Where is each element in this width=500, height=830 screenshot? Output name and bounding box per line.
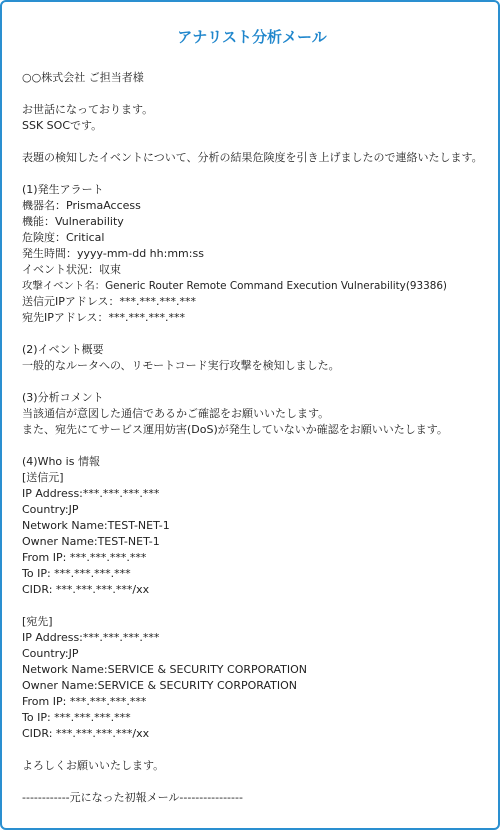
whois-destination-line: To IP: ***.***.***.*** [22, 711, 131, 724]
email-body [22, 70, 492, 806]
alert-line: 攻撃イベント名：Generic Router Remote Command Execution Vulnerability(93386) [22, 280, 447, 292]
whois-destination-label: [宛先] [22, 615, 53, 628]
alert-line: イベント状況：収束 [22, 263, 121, 276]
alert-line: 危険度：Critical [22, 231, 105, 244]
whois-source-line: To IP: ***.***.***.*** [22, 567, 131, 580]
intro-line: お世話になっております。 [22, 103, 154, 116]
comment-line: また、宛先にてサービス運用妨害(DoS)が発生していないか確認をお願いいたします。 [22, 423, 448, 436]
alert-line: 宛先IPアドレス：***.***.***.*** [22, 311, 186, 324]
whois-source-line: Country:JP [22, 503, 79, 516]
email-title: アナリスト分析メール [177, 28, 327, 46]
summary-line: 一般的なルータへの、リモートコード実行攻撃を検知しました。 [22, 359, 340, 372]
whois-source-line: CIDR: ***.***.***.***/xx [22, 583, 150, 596]
whois-source-line: From IP: ***.***.***.*** [22, 551, 147, 564]
greeting: ○○株式会社 ご担当者様 [22, 71, 144, 84]
whois-destination-line: Owner Name:SERVICE & SECURITY CORPORATION [22, 679, 297, 692]
comment-line: 当該通信が意図した通信であるかご確認をお願いいたします。 [22, 407, 330, 420]
comment-heading: (3)分析コメント [22, 391, 104, 404]
closing-text: よろしくお願いいたします。 [22, 759, 165, 772]
intro-line: SSK SOCです。 [22, 119, 103, 132]
whois-heading: (4)Who is 情報 [22, 455, 100, 468]
purpose-text: 表題の検知したイベントについて、分析の結果危険度を引き上げましたので連絡いたします。 [22, 151, 483, 164]
whois-source-label: [送信元] [22, 471, 64, 484]
whois-source-line: Owner Name:TEST-NET-1 [22, 535, 160, 548]
whois-destination-line: IP Address:***.***.***.*** [22, 631, 160, 644]
alert-heading: (1)発生アラート [22, 183, 104, 196]
whois-source-line: IP Address:***.***.***.*** [22, 487, 160, 500]
alert-line: 機器名：PrismaAccess [22, 199, 141, 212]
whois-destination-line: CIDR: ***.***.***.***/xx [22, 727, 150, 740]
whois-destination-line: Country:JP [22, 647, 79, 660]
alert-line: 発生時間：yyyy-mm-dd hh:mm:ss [22, 247, 204, 260]
alert-line: 機能：Vulnerability [22, 215, 124, 228]
whois-destination-line: From IP: ***.***.***.*** [22, 695, 147, 708]
alert-line: 送信元IPアドレス：***.***.***.*** [22, 295, 197, 308]
original-mail-divider: ------------元になった初報メール---------------- [22, 791, 243, 804]
summary-heading: (2)イベント概要 [22, 343, 104, 356]
whois-source-line: Network Name:TEST-NET-1 [22, 519, 170, 532]
whois-destination-line: Network Name:SERVICE & SECURITY CORPORATION [22, 663, 308, 676]
